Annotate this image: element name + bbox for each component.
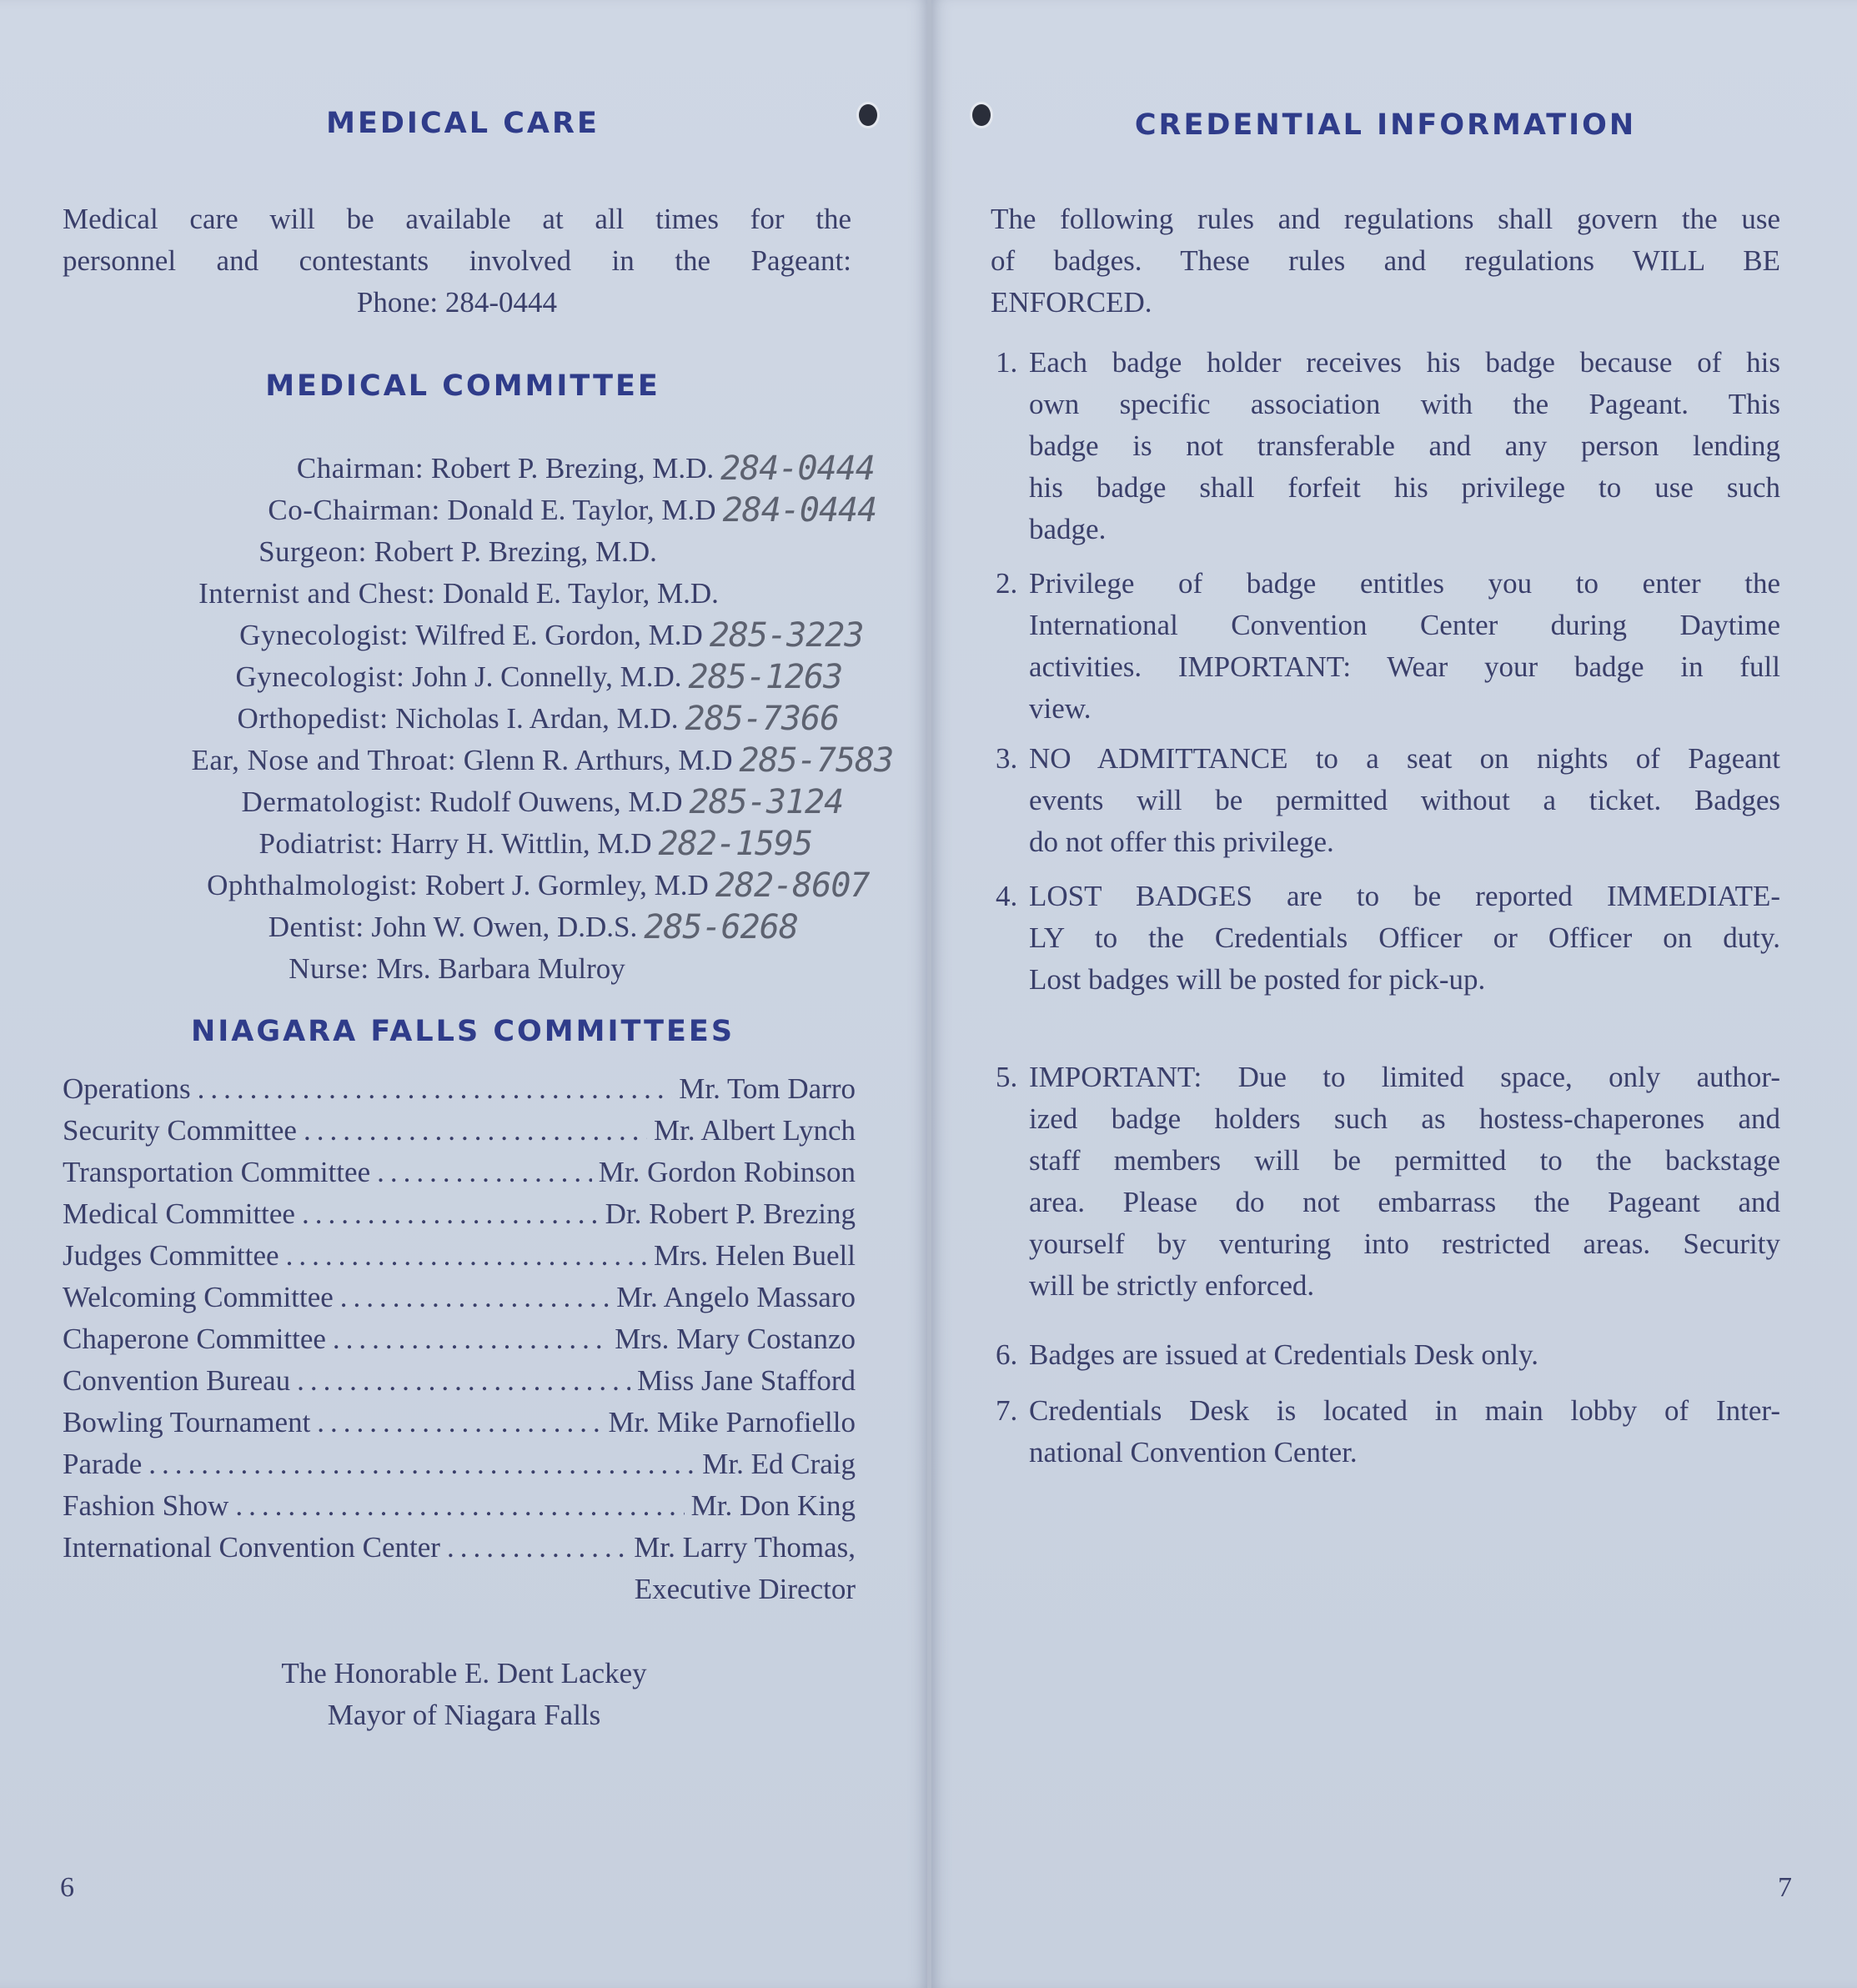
committee-row <box>63 1323 856 1364</box>
member-entry <box>191 740 732 781</box>
dot-leader <box>304 1114 647 1147</box>
rule-line: activities. IMPORTANT: Wear your badge in full <box>1029 650 1780 683</box>
member-entry <box>258 531 657 573</box>
member-name: Harry H. Wittlin, M.D <box>390 827 652 860</box>
rule-line: Credentials Desk is located in main lobby of Inter- <box>1029 1394 1780 1427</box>
niagara-falls-committees-heading: NIAGARA FALLS COMMITTEES <box>190 1015 735 1048</box>
rule-line: will be strictly enforced. <box>1029 1269 1315 1302</box>
rule-line: national Convention Center. <box>1029 1436 1358 1468</box>
rule-line: his badge shall forfeit his privilege to use such <box>1029 471 1780 504</box>
member-role: Podiatrist: <box>258 827 384 860</box>
committee-name: Medical Committee <box>63 1197 295 1230</box>
handwritten-phone: 285-7583 <box>739 741 894 780</box>
member-name: Robert P. Brezing, M.D. <box>430 452 715 484</box>
medical-committee-member <box>0 865 928 906</box>
rule-line: yourself by venturing into restricted areas. Security <box>1029 1227 1780 1260</box>
member-name: Nicholas I. Ardan, M.D. <box>395 702 679 735</box>
member-name: Donald E. Taylor, M.D. <box>442 577 719 610</box>
rule-line: staff members will be permitted to the backstage <box>1029 1144 1780 1177</box>
member-name: John W. Owen, D.D.S. <box>371 911 638 943</box>
member-role: Ear, Nose and Throat: <box>191 744 456 776</box>
credential-intro-line: The following rules and regulations shall govern the use <box>991 203 1780 235</box>
committee-name: Operations <box>63 1072 191 1105</box>
committee-person: Miss Jane Stafford <box>637 1364 856 1397</box>
handwritten-phone: 285-1263 <box>688 658 843 696</box>
credential-rule <box>996 1390 1780 1473</box>
member-role: Chairman: <box>296 452 424 484</box>
rule-number: 6. <box>996 1338 1018 1371</box>
rule-number: 2. <box>996 567 1018 600</box>
committee-row <box>63 1114 856 1156</box>
committee-name: Security Committee <box>63 1114 297 1147</box>
rule-line: NO ADMITTANCE to a seat on nights of Pageant <box>1029 742 1780 775</box>
member-role: Dentist: <box>268 911 364 943</box>
member-entry <box>207 865 709 906</box>
rule-line: Badges are issued at Credentials Desk only. <box>1029 1338 1539 1371</box>
dot-leader <box>377 1156 592 1189</box>
committee-person: Dr. Robert P. Brezing <box>605 1197 856 1230</box>
credential-rule <box>996 563 1780 730</box>
member-entry <box>198 573 719 615</box>
mayor-title: Mayor of Niagara Falls <box>327 1699 601 1731</box>
member-entry <box>258 823 651 865</box>
member-role: Gynecologist: <box>235 660 405 693</box>
member-role: Co-Chairman: <box>268 494 440 526</box>
dot-leader <box>317 1406 601 1439</box>
credential-rule <box>996 1334 1780 1376</box>
member-entry <box>239 615 703 656</box>
handwritten-phone: 284-0444 <box>720 449 875 488</box>
rule-line: own specific association with the Pageant. This <box>1029 388 1780 420</box>
rule-line: LOST BADGES are to be reported IMMEDIATE- <box>1029 880 1780 912</box>
credential-intro-line: of badges. These rules and regulations WILL BE <box>991 244 1780 277</box>
committee-person: Mr. Ed Craig <box>702 1448 856 1480</box>
member-entry <box>297 448 714 489</box>
dot-leader <box>340 1281 610 1314</box>
committee-person: Mr. Tom Darro <box>679 1072 856 1105</box>
member-name: John J. Connelly, M.D. <box>412 660 682 693</box>
credential-intro-line: ENFORCED. <box>991 286 1152 319</box>
committee-row <box>63 1239 856 1281</box>
member-entry <box>235 656 681 698</box>
rule-number: 4. <box>996 880 1018 912</box>
page-number-right: 7 <box>1778 1872 1792 1903</box>
member-entry <box>238 698 679 740</box>
dot-leader <box>198 1072 673 1106</box>
rule-number: 3. <box>996 742 1018 775</box>
credential-information-heading: CREDENTIAL INFORMATION <box>1134 108 1637 142</box>
rule-line: badge. <box>1029 513 1107 545</box>
handwritten-phone: 282-8607 <box>715 866 870 905</box>
rule-number: 5. <box>996 1061 1018 1093</box>
dot-leader <box>235 1489 684 1523</box>
mayor-block <box>0 1653 928 1736</box>
member-name: Mrs. Barbara Mulroy <box>376 952 625 985</box>
member-name: Glenn R. Arthurs, M.D <box>463 744 733 776</box>
committee-person: Mr. Albert Lynch <box>653 1114 856 1147</box>
right-page <box>931 0 1857 1988</box>
member-role: Gynecologist: <box>239 619 409 651</box>
medical-committee-member <box>0 823 928 865</box>
rule-number: 1. <box>996 346 1018 379</box>
medical-committee-member <box>0 740 928 781</box>
rule-line: do not offer this privilege. <box>1029 826 1334 858</box>
medical-committee-member <box>0 656 928 698</box>
committee-name: Convention Bureau <box>63 1364 291 1397</box>
dot-leader <box>286 1239 647 1273</box>
handwritten-phone: 285-3223 <box>709 616 864 655</box>
dot-leader <box>333 1323 608 1356</box>
page-number-left: 6 <box>60 1872 74 1903</box>
credential-rule <box>996 1057 1780 1307</box>
niagara-falls-committees-list <box>63 1072 856 1614</box>
committee-person: Mr. Gordon Robinson <box>598 1156 856 1188</box>
committee-person: Mr. Angelo Massaro <box>616 1281 856 1313</box>
committee-person: Mr. Larry Thomas, <box>634 1531 856 1564</box>
binding-hole-right <box>972 104 991 126</box>
medical-committee-member <box>0 448 928 489</box>
member-role: Ophthalmologist: <box>207 869 419 901</box>
dot-leader <box>447 1531 627 1564</box>
member-entry <box>289 948 625 990</box>
medical-committee-member <box>0 781 928 823</box>
committee-name: Transportation Committee <box>63 1156 371 1188</box>
medical-committee-member <box>0 698 928 740</box>
handwritten-phone: 282-1595 <box>658 825 813 863</box>
rule-line: events will be permitted without a ticket. Badges <box>1029 784 1780 816</box>
member-role: Orthopedist: <box>237 702 389 735</box>
rule-line: IMPORTANT: Due to limited space, only author- <box>1029 1061 1780 1093</box>
committee-name: Bowling Tournament <box>63 1406 311 1438</box>
handwritten-phone: 285-7366 <box>685 700 840 738</box>
committee-name: Welcoming Committee <box>63 1281 334 1313</box>
credential-rule <box>996 738 1780 863</box>
member-name: Wilfred E. Gordon, M.D <box>415 619 703 651</box>
committee-person: Mr. Mike Parnofiello <box>608 1406 856 1438</box>
committee-name: Judges Committee <box>63 1239 279 1272</box>
committee-row <box>63 1448 856 1489</box>
rule-line: view. <box>1029 692 1092 725</box>
dot-leader <box>148 1448 695 1481</box>
committee-name: International Convention Center <box>63 1531 440 1564</box>
committee-person: Mrs. Helen Buell <box>653 1239 856 1272</box>
medical-committee-member <box>0 573 928 615</box>
committee-row <box>63 1364 856 1406</box>
rule-line: Lost badges will be posted for pick-up. <box>1029 963 1486 996</box>
committee-name: Fashion Show <box>63 1489 229 1522</box>
member-name: Donald E. Taylor, M.D <box>447 494 716 526</box>
committee-person: Mrs. Mary Costanzo <box>615 1323 856 1355</box>
committee-row <box>63 1156 856 1197</box>
rule-number: 7. <box>996 1394 1018 1427</box>
rule-line: ized badge holders such as hostess-chaperones and <box>1029 1102 1780 1135</box>
medical-committee-member <box>0 906 928 948</box>
medical-care-line: Medical care will be available at all times for the <box>63 203 851 235</box>
committee-row <box>63 1489 856 1531</box>
medical-care-heading: MEDICAL CARE <box>326 107 600 140</box>
member-role: Dermatologist: <box>241 786 423 818</box>
handwritten-phone: 284-0444 <box>722 491 877 530</box>
member-name: Rudolf Ouwens, M.D <box>429 786 683 818</box>
medical-committee-member <box>0 531 928 573</box>
committee-row <box>63 1281 856 1323</box>
mayor-name: The Honorable E. Dent Lackey <box>281 1657 647 1689</box>
left-page <box>0 0 928 1988</box>
medical-committee-list <box>0 448 928 990</box>
medical-committee-member <box>0 948 928 990</box>
member-entry <box>269 906 638 948</box>
medical-committee-member <box>0 615 928 656</box>
member-role: Surgeon: <box>258 535 367 568</box>
member-role: Internist and Chest: <box>198 577 436 610</box>
medical-care-phone: Phone: 284-0444 <box>356 286 558 319</box>
credential-rule <box>996 876 1780 1001</box>
credential-intro <box>991 198 1780 324</box>
rule-line: badge is not transferable and any person lending <box>1029 429 1780 462</box>
rule-line: area. Please do not embarrass the Pageant and <box>1029 1186 1780 1218</box>
member-entry <box>268 489 715 531</box>
rule-line: Privilege of badge entitles you to enter the <box>1029 567 1780 600</box>
credential-rule <box>996 342 1780 550</box>
medical-care-paragraph <box>63 198 851 282</box>
committee-row <box>63 1197 856 1239</box>
member-role: Nurse: <box>289 952 369 985</box>
member-entry <box>241 781 682 823</box>
handwritten-phone: 285-3124 <box>689 783 844 821</box>
committee-person-subtitle: Executive Director <box>634 1573 856 1605</box>
handwritten-phone: 285-6268 <box>644 908 798 946</box>
dot-leader <box>297 1364 630 1398</box>
committee-name: Chaperone Committee <box>63 1323 326 1355</box>
committee-row <box>63 1072 856 1114</box>
dot-leader <box>302 1197 599 1231</box>
committee-row <box>63 1406 856 1448</box>
rule-line: Each badge holder receives his badge because of his <box>1029 346 1780 379</box>
medical-committee-member <box>0 489 928 531</box>
member-name: Robert P. Brezing, M.D. <box>374 535 657 568</box>
committee-person: Mr. Don King <box>690 1489 856 1522</box>
member-name: Robert J. Gormley, M.D <box>424 869 709 901</box>
medical-committee-heading: MEDICAL COMMITTEE <box>265 369 660 403</box>
committee-row <box>63 1531 856 1573</box>
rule-line: International Convention Center during Daytime <box>1029 609 1780 641</box>
rule-line: LY to the Credentials Officer or Officer on duty. <box>1029 921 1780 954</box>
medical-care-line: personnel and contestants involved in the Pageant: <box>63 244 851 277</box>
committee-name: Parade <box>63 1448 143 1480</box>
